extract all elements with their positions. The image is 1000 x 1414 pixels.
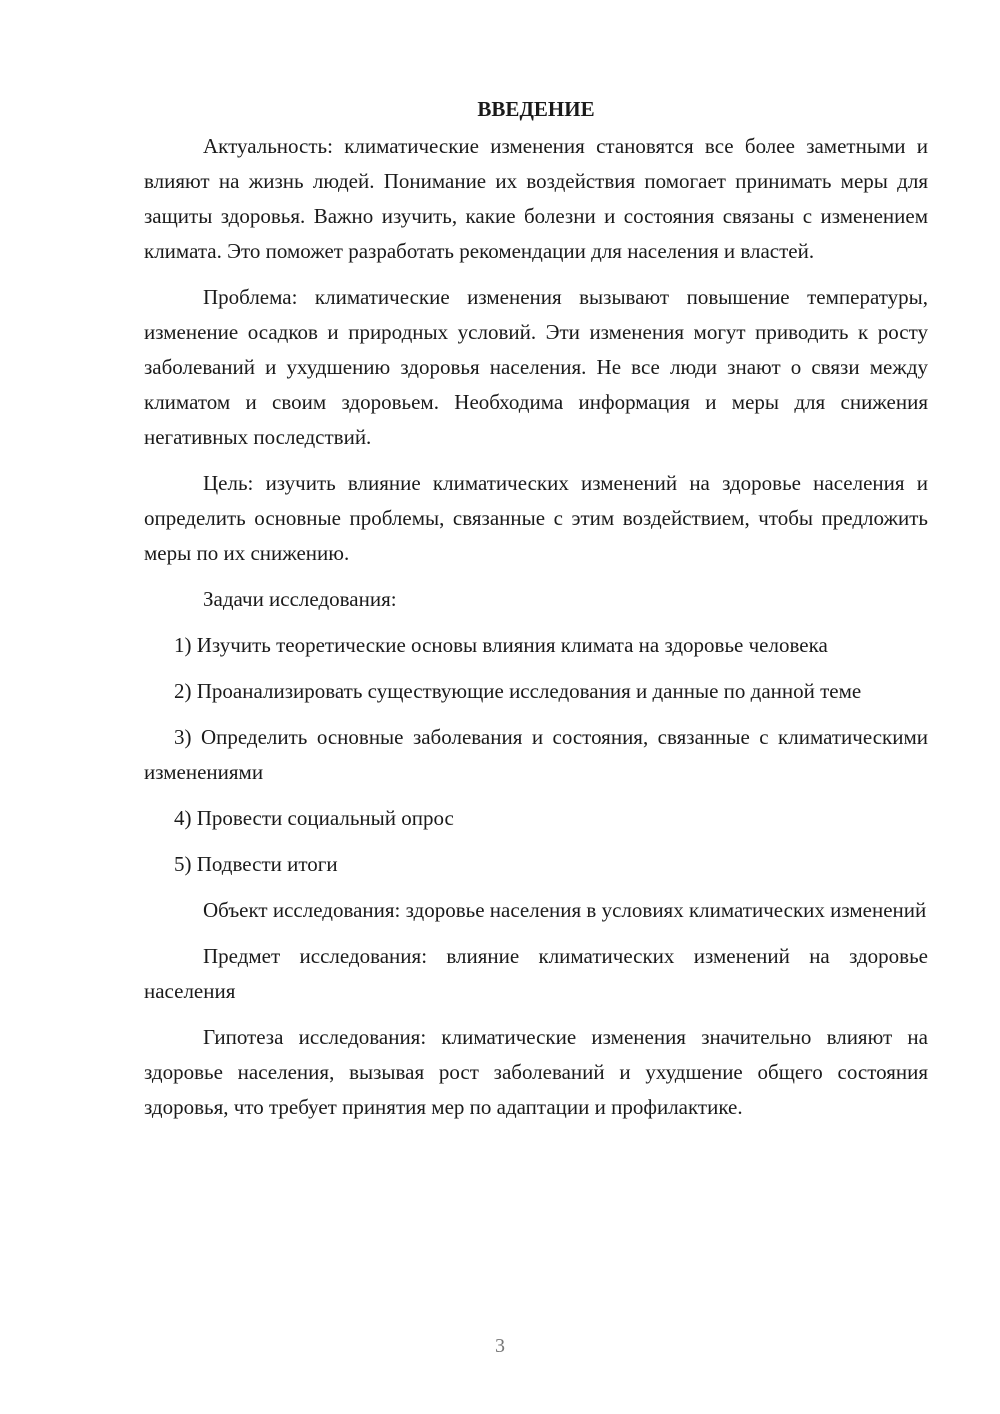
hypothesis-paragraph: Гипотеза исследования: климатические изменения значительно влияют на здоровье населения, вызывая рост заболеваний и ухудшение общего состояния здоровья, что требует принятия мер по адаптации и профилактике.: [144, 1025, 928, 1119]
problem-paragraph: Проблема: климатические изменения вызывают повышение температуры, изменение осадков и природных условий. Эти изменения могут приводить к росту заболеваний и ухудшению здоровья населения. Не все люди знают о связи между климатом и своим здоровьем. Необходима информация и меры для снижения негативных последствий.: [144, 285, 928, 449]
tasks-label: Задачи исследования:: [203, 587, 397, 611]
page-content: [144, 92, 928, 1136]
task-item-1: 1) Изучить теоретические основы влияния климата на здоровье человека: [174, 633, 828, 657]
task-item-3: 3) Определить основные заболевания и состояния, связанные с климатическими изменениями: [144, 725, 928, 784]
goal-paragraph: Цель: изучить влияние климатических изменений на здоровье населения и определить основные проблемы, связанные с этим воздействием, чтобы предложить меры по их снижению.: [144, 471, 928, 565]
page-number: 3: [495, 1335, 505, 1357]
task-item-4: 4) Провести социальный опрос: [174, 806, 454, 830]
task-item-2: 2) Проанализировать существующие исследования и данные по данной теме: [174, 679, 862, 703]
page-title: ВВЕДЕНИЕ: [477, 97, 595, 121]
task-item-5: 5) Подвести итоги: [174, 852, 338, 876]
subject-paragraph: Предмет исследования: влияние климатических изменений на здоровье населения: [144, 944, 928, 1003]
object-paragraph: Объект исследования: здоровье населения в условиях климатических изменений: [203, 898, 927, 922]
relevance-paragraph: Актуальность: климатические изменения становятся все более заметными и влияют на жизнь людей. Понимание их воздействия помогает принимать меры для защиты здоровья. Важно изучить, какие болезни и состояния связаны с изменением климата. Это поможет разработать рекомендации для населения и властей.: [144, 134, 928, 263]
